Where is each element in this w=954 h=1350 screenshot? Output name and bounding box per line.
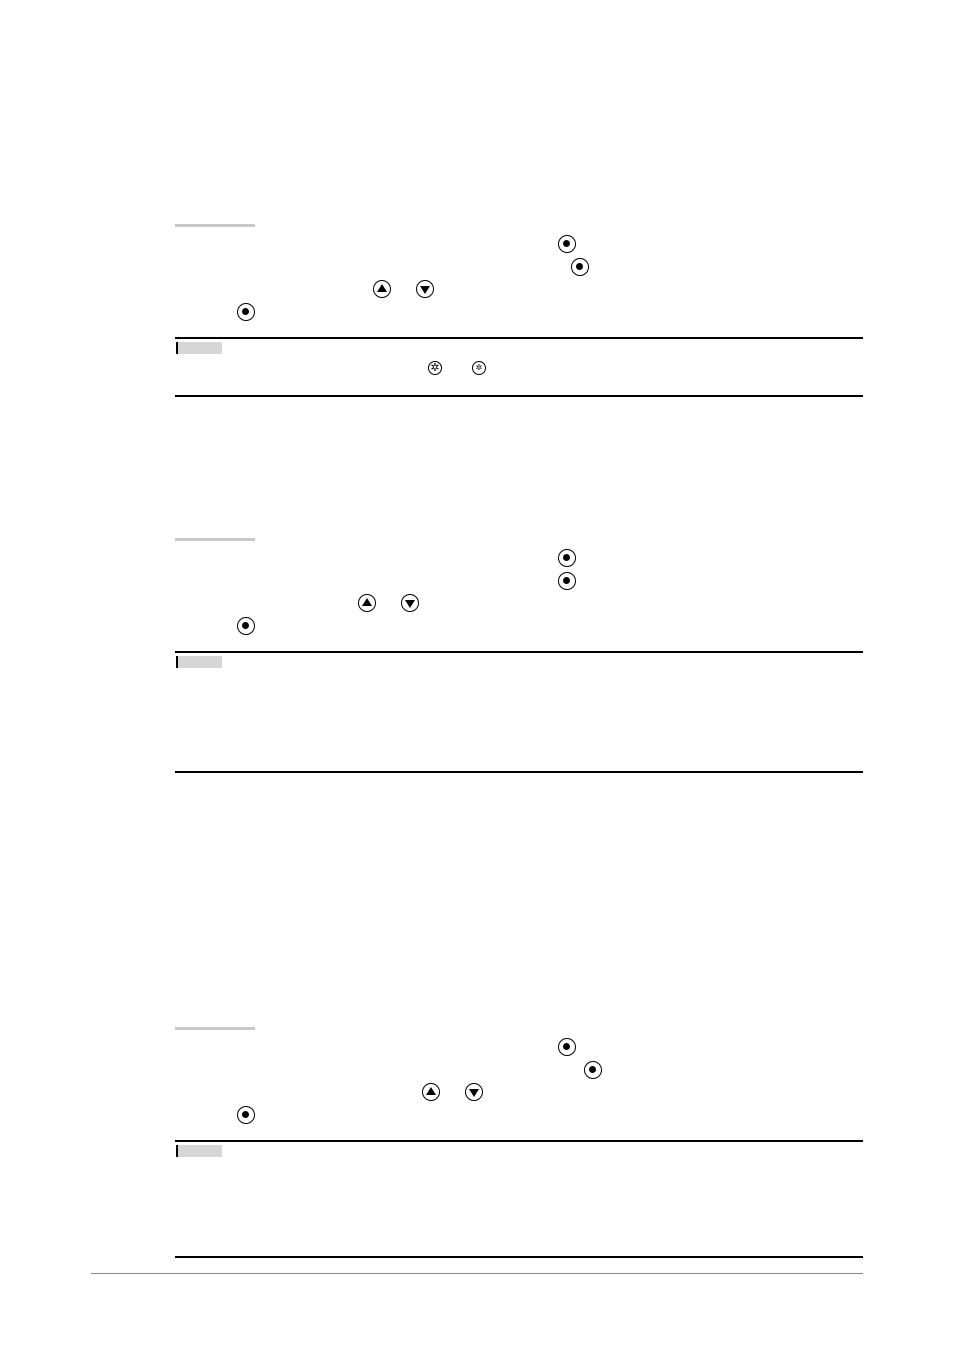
note-2-bottom-rule [175,771,863,773]
page-footer-rule [91,1273,863,1274]
enter-button-icon [237,617,255,635]
enter-button-icon [558,1038,576,1056]
down-arrow-button-icon [401,594,419,612]
enter-button-icon [571,258,589,276]
brightness-up-icon: ✲ [428,361,442,375]
section-2-heading-bar [175,538,255,541]
note-1-tab [176,342,222,354]
up-arrow-button-icon [422,1083,440,1101]
note-1-bottom-rule [175,395,863,397]
up-arrow-button-icon [373,280,391,298]
enter-button-icon [584,1061,602,1079]
down-arrow-button-icon [416,280,434,298]
note-3-bottom-rule [175,1256,863,1258]
section-3-heading-bar [175,1027,255,1030]
up-arrow-button-icon [358,594,376,612]
note-2-tab [176,656,222,668]
note-2-top-rule [175,651,863,653]
enter-button-icon [558,235,576,253]
note-3-tab [176,1145,222,1157]
note-1-top-rule [175,337,863,339]
enter-button-icon [237,1106,255,1124]
enter-button-icon [237,303,255,321]
enter-button-icon [558,572,576,590]
enter-button-icon [558,549,576,567]
note-3-top-rule [175,1140,863,1142]
down-arrow-button-icon [465,1083,483,1101]
brightness-down-icon: ✲ [472,361,486,375]
section-1-heading-bar [175,224,255,227]
